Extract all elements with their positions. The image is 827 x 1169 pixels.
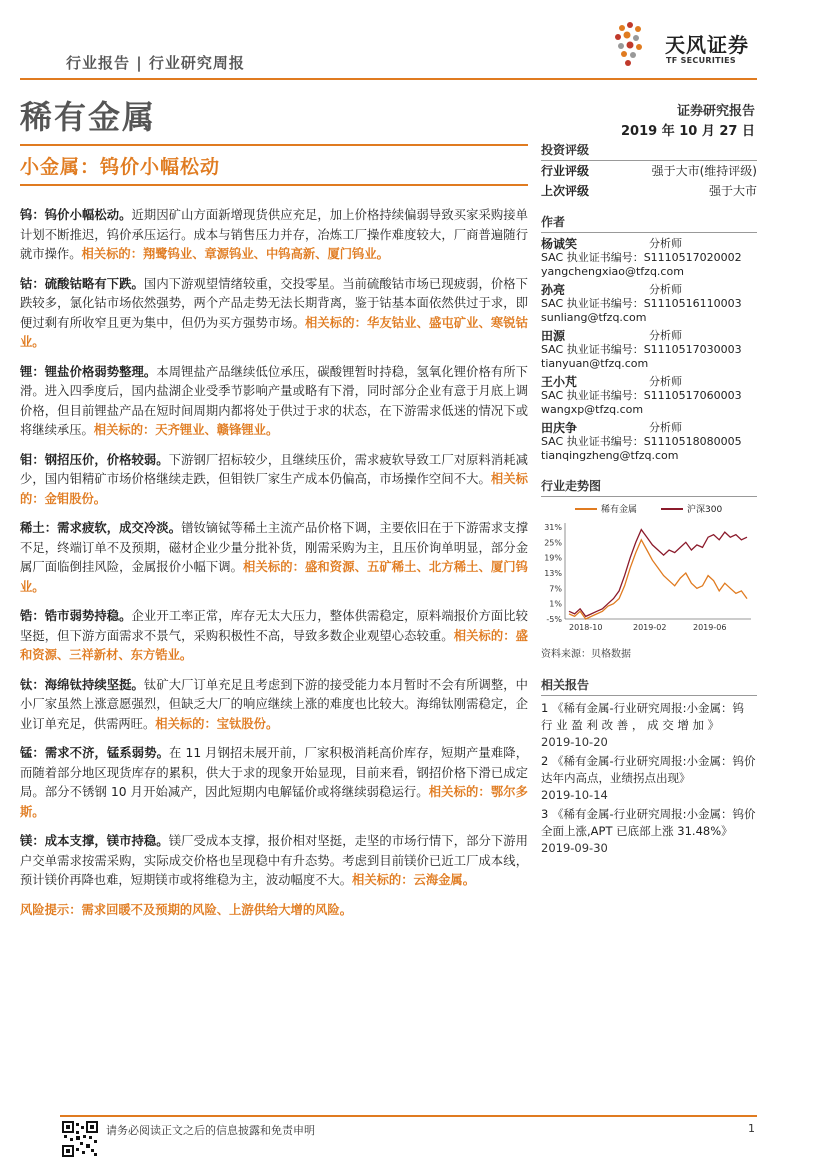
disclaimer-text: 请务必阅读正文之后的信息披露和免责申明 <box>106 1124 315 1137</box>
y-tick-label: -5% <box>546 615 562 624</box>
paragraph-body: 钛矿大厂订单充足且考虑到下游的接受能力本月暂时不会有所调整，中小厂家虽然上涨意愿强烈，但缺乏大厂的响应继续上涨的难度也比较大。海绵钛刚需稳定，企业订单充足，供需两旺。 <box>20 677 528 731</box>
paragraph-lead: 镁：成本支撑，镁市持稳。 <box>20 834 169 848</box>
report-category: 行业报告 | 行业研究周报 <box>66 54 245 72</box>
report-date: 2019 年 10 月 27 日 <box>621 124 755 139</box>
analyst-cert: SAC 执业证书编号：S1110517020002 <box>541 251 742 264</box>
author-list <box>541 237 757 463</box>
related-report-date: 2019-09-30 <box>541 841 608 855</box>
analyst-cert: SAC 执业证书编号：S1110516110003 <box>541 297 742 310</box>
paragraph <box>20 832 528 891</box>
series-line <box>569 530 747 617</box>
paragraph-body: 本周锂盐产品继续低位承压，碳酸锂暂时持稳，氢氧化锂价格有所下滑。进入四季度后，国内盐湖企业受季节影响产量或略有下滑，同时部分企业有意于月底上调价格，但目前锂盐产品在短时间周期内都将处于供过于求的状态，在下游需求低迷的情况下或将继续承压。 <box>20 364 528 437</box>
sector-title: 稀有金属 <box>20 98 157 136</box>
footer-divider <box>60 1115 757 1117</box>
paragraph-lead: 稀土：需求疲软，成交冷淡。 <box>20 521 182 535</box>
related-label: 相关标的： <box>305 315 367 330</box>
related-label: 相关标的： <box>20 472 528 506</box>
analyst-name-row <box>541 237 757 251</box>
authors-panel <box>541 213 757 463</box>
paragraph-lead: 锆：锆市弱势持稳。 <box>20 609 132 623</box>
paragraph-lead: 锂：锂盐价格弱势整理。 <box>20 364 157 379</box>
analyst-name-row <box>541 329 757 343</box>
analyst-email[interactable]: tianyuan@tfzq.com <box>541 357 649 370</box>
analyst-name-row <box>541 283 757 297</box>
x-tick-label: 2019-02 <box>633 623 667 632</box>
rating-panel <box>541 141 757 201</box>
related-label: 相关标的： <box>155 716 217 731</box>
analyst-cert: SAC 执业证书编号：S1110517030003 <box>541 343 742 356</box>
paragraph-lead: 钴：硫酸钴略有下跌。 <box>20 276 144 291</box>
header-divider <box>20 78 757 80</box>
qr-code-icon <box>62 1121 98 1157</box>
paragraph-body: 近期因矿山方面新增现货供应充足，加上价格持续偏弱导致买家采购接单计划不断推迟，钨价承压运行。成本与销售压力并存，冶炼工厂操作难度较大，厂商普遍随行就市操作。 <box>20 208 528 261</box>
paragraph <box>20 451 528 510</box>
paragraph-lead: 钼：钢招压价，价格较弱。 <box>20 452 169 467</box>
paragraph-lead: 锰：需求不济，锰系弱势。 <box>20 746 170 760</box>
risk-warning: 风险提示：需求回暖不及预期的风险、上游供给大增的风险。 <box>20 902 353 917</box>
analyst-role: 分析师 <box>649 329 682 342</box>
y-tick-label: 1% <box>549 599 562 609</box>
rating-value: 强于大市 <box>708 184 757 198</box>
paragraph-lead: 钨：钨价小幅松动。 <box>20 208 132 222</box>
rating-heading: 投资评级 <box>541 141 757 161</box>
analyst-entry <box>541 329 757 371</box>
analyst-cert: SAC 执业证书编号：S1110518080005 <box>541 435 742 448</box>
subtitle-divider <box>20 184 528 186</box>
analyst-name: 田源 <box>541 329 566 343</box>
legend-label: 稀有金属 <box>601 505 638 515</box>
related-report[interactable] <box>541 700 757 751</box>
related-report-title: 1 《稀有金属-行业研究周报:小金属：钨 行 业 盈 利 改 善 ， 成 交 增 加 》 <box>541 701 744 732</box>
report-subtitle: 小金属：钨价小幅松动 <box>20 156 221 178</box>
analyst-entry <box>541 283 757 325</box>
related-report[interactable] <box>541 753 757 804</box>
paragraph-body: 在 11 月钢招未展开前，厂家积极消耗高价库存，短期产量难降，而随着部分地区现货库存的累积，供大于求的现象开始显现，目前来看，钢招价格下滑已成定局。部分不锈钢 10 月开始减产，因此短期内电解锰价或将继续弱稳运行。 <box>20 746 528 799</box>
paragraph-body: 下游钢厂招标较少，且继续压价，需求疲软导致工厂对原料消耗减少，国内钼精矿市场价格继续走跌，但钼铁厂家生产成本仍偏高，市场操作空间不大。 <box>20 452 528 486</box>
rating-row <box>541 181 757 201</box>
related-label: 相关标的： <box>352 873 414 887</box>
rating-key: 上次评级 <box>541 184 590 198</box>
y-tick-label: 25% <box>544 538 562 548</box>
related-report-title: 2 《稀有金属-行业研究周报:小金属：钨价达年内高点，业绩拐点出现》 <box>541 754 756 785</box>
analyst-name: 田庆争 <box>541 421 578 435</box>
related-names: 天齐锂业、赣锋锂业。 <box>155 423 279 437</box>
analyst-name: 王小芃 <box>541 375 578 389</box>
main-content <box>20 206 528 920</box>
analyst-role: 分析师 <box>649 283 682 296</box>
related-label: 相关标的： <box>93 423 156 437</box>
related-label: 相关标的： <box>453 628 516 643</box>
paragraph-lead: 钛：海绵钛持续坚挺。 <box>20 677 144 692</box>
related-label: 相关标的： <box>81 247 143 261</box>
paragraph-body: 企业开工率正常，库存无太大压力，整体供需稳定，原料端报价方面比较坚挺，但下游方面需求不景气，采购积极性不高，导致多数企业观望心态较重。 <box>20 609 528 643</box>
related-names: 翔鹭钨业、章源钨业、中钨高新、厦门钨业。 <box>143 247 389 261</box>
related-names: 金钼股份。 <box>44 491 107 506</box>
paragraph <box>20 607 528 666</box>
analyst-email[interactable]: tianqingzheng@tfzq.com <box>541 449 679 462</box>
related-report-title: 3 《稀有金属-行业研究周报:小金属：钨价全面上涨,APT 已底部上涨 31.48%》 <box>541 807 756 838</box>
trend-chart <box>541 497 757 637</box>
analyst-name: 杨诚笑 <box>541 237 578 251</box>
related-label: 相关标的： <box>428 785 491 799</box>
series-line <box>569 540 747 619</box>
authors-heading: 作者 <box>541 213 757 233</box>
x-tick-label: 2019-06 <box>693 623 727 632</box>
legend-label: 沪深300 <box>687 505 723 515</box>
related-label: 相关标的： <box>243 560 306 574</box>
paragraph <box>20 275 528 353</box>
y-tick-label: 13% <box>544 569 562 578</box>
title-divider <box>20 144 528 146</box>
brand-name: 天风证券 <box>665 33 749 57</box>
y-tick-label: 31% <box>544 523 562 532</box>
analyst-role: 分析师 <box>649 237 682 250</box>
paragraph <box>20 744 528 822</box>
related-names: 宝钛股份。 <box>216 716 279 731</box>
paragraph-body: 镨钕镝铽等稀土主流产品价格下调，主要依旧在于下游需求支撑不足，终端订单不及预期，磁材企业少量分批补货，刚需采购为主，且压价询单明显，部分金属厂面临倒挂风险，金属报价小幅下调。 <box>20 521 528 574</box>
chart-source: 资料来源：贝格数据 <box>541 649 631 660</box>
paragraph <box>20 363 528 441</box>
related-names: 云海金属。 <box>413 873 476 887</box>
analyst-email[interactable]: yangchengxiao@tfzq.com <box>541 265 684 278</box>
paragraph <box>20 519 528 597</box>
related-panel <box>541 676 757 859</box>
analyst-role: 分析师 <box>649 375 682 388</box>
related-names: 华友钴业、盛屯矿业、寒锐钴业。 <box>20 315 528 349</box>
rating-value: 强于大市(维持评级) <box>651 164 757 178</box>
related-report-date: 2019-10-20 <box>541 735 608 749</box>
related-heading: 相关报告 <box>541 676 757 696</box>
brand-name-en: TF SECURITIES <box>666 56 736 65</box>
x-tick-label: 2018-10 <box>569 623 603 632</box>
analyst-entry <box>541 421 757 463</box>
rating-key: 行业评级 <box>541 164 590 178</box>
related-names: 盛和资源、三祥新材、东方锆业。 <box>20 628 528 662</box>
analyst-entry <box>541 375 757 417</box>
related-names: 盛和资源、五矿稀土、北方稀土、厦门钨业。 <box>20 560 528 594</box>
trend-heading: 行业走势图 <box>541 477 757 497</box>
paragraph-body: 国内下游观望情绪较重，交投零星。当前硫酸钴市场已现疲弱，价格下跌较多，氯化钴市场依然强势，两个产品走势无法长期背离，鉴于钴基本面依然供过于求，即便过剩有所收窄且更为集中，但仍为买方强势市场。 <box>20 276 528 330</box>
page-number: 1 <box>748 1122 755 1135</box>
paragraph <box>20 676 528 735</box>
y-tick-label: 7% <box>549 584 562 594</box>
analyst-cert: SAC 执业证书编号：S1110517060003 <box>541 389 742 402</box>
analyst-email[interactable]: wangxp@tfzq.com <box>541 403 644 416</box>
related-report-date: 2019-10-14 <box>541 788 608 802</box>
trend-panel <box>541 477 757 497</box>
rating-row <box>541 161 757 181</box>
analyst-name: 孙亮 <box>541 283 566 297</box>
related-list <box>541 700 757 857</box>
analyst-name-row <box>541 375 757 389</box>
analyst-entry <box>541 237 757 279</box>
analyst-email[interactable]: sunliang@tfzq.com <box>541 311 647 324</box>
y-tick-label: 19% <box>544 553 562 563</box>
report-type: 证券研究报告 <box>676 104 755 119</box>
related-report[interactable] <box>541 806 757 857</box>
analyst-role: 分析师 <box>649 421 682 434</box>
related-names: 鄂尔多斯。 <box>20 785 528 819</box>
paragraph-body: 镁厂受成本支撑，报价相对坚挺，走坚的市场行情下，部分下游用户交单需求按需采购，实际成交价格也呈现稳中有升态势。考虑到目前镁价已近工厂成本线，预计镁价再降也难，短期镁市或将维稳为主，波动幅度不大。 <box>20 834 528 887</box>
paragraph <box>20 206 528 265</box>
analyst-name-row <box>541 421 757 435</box>
